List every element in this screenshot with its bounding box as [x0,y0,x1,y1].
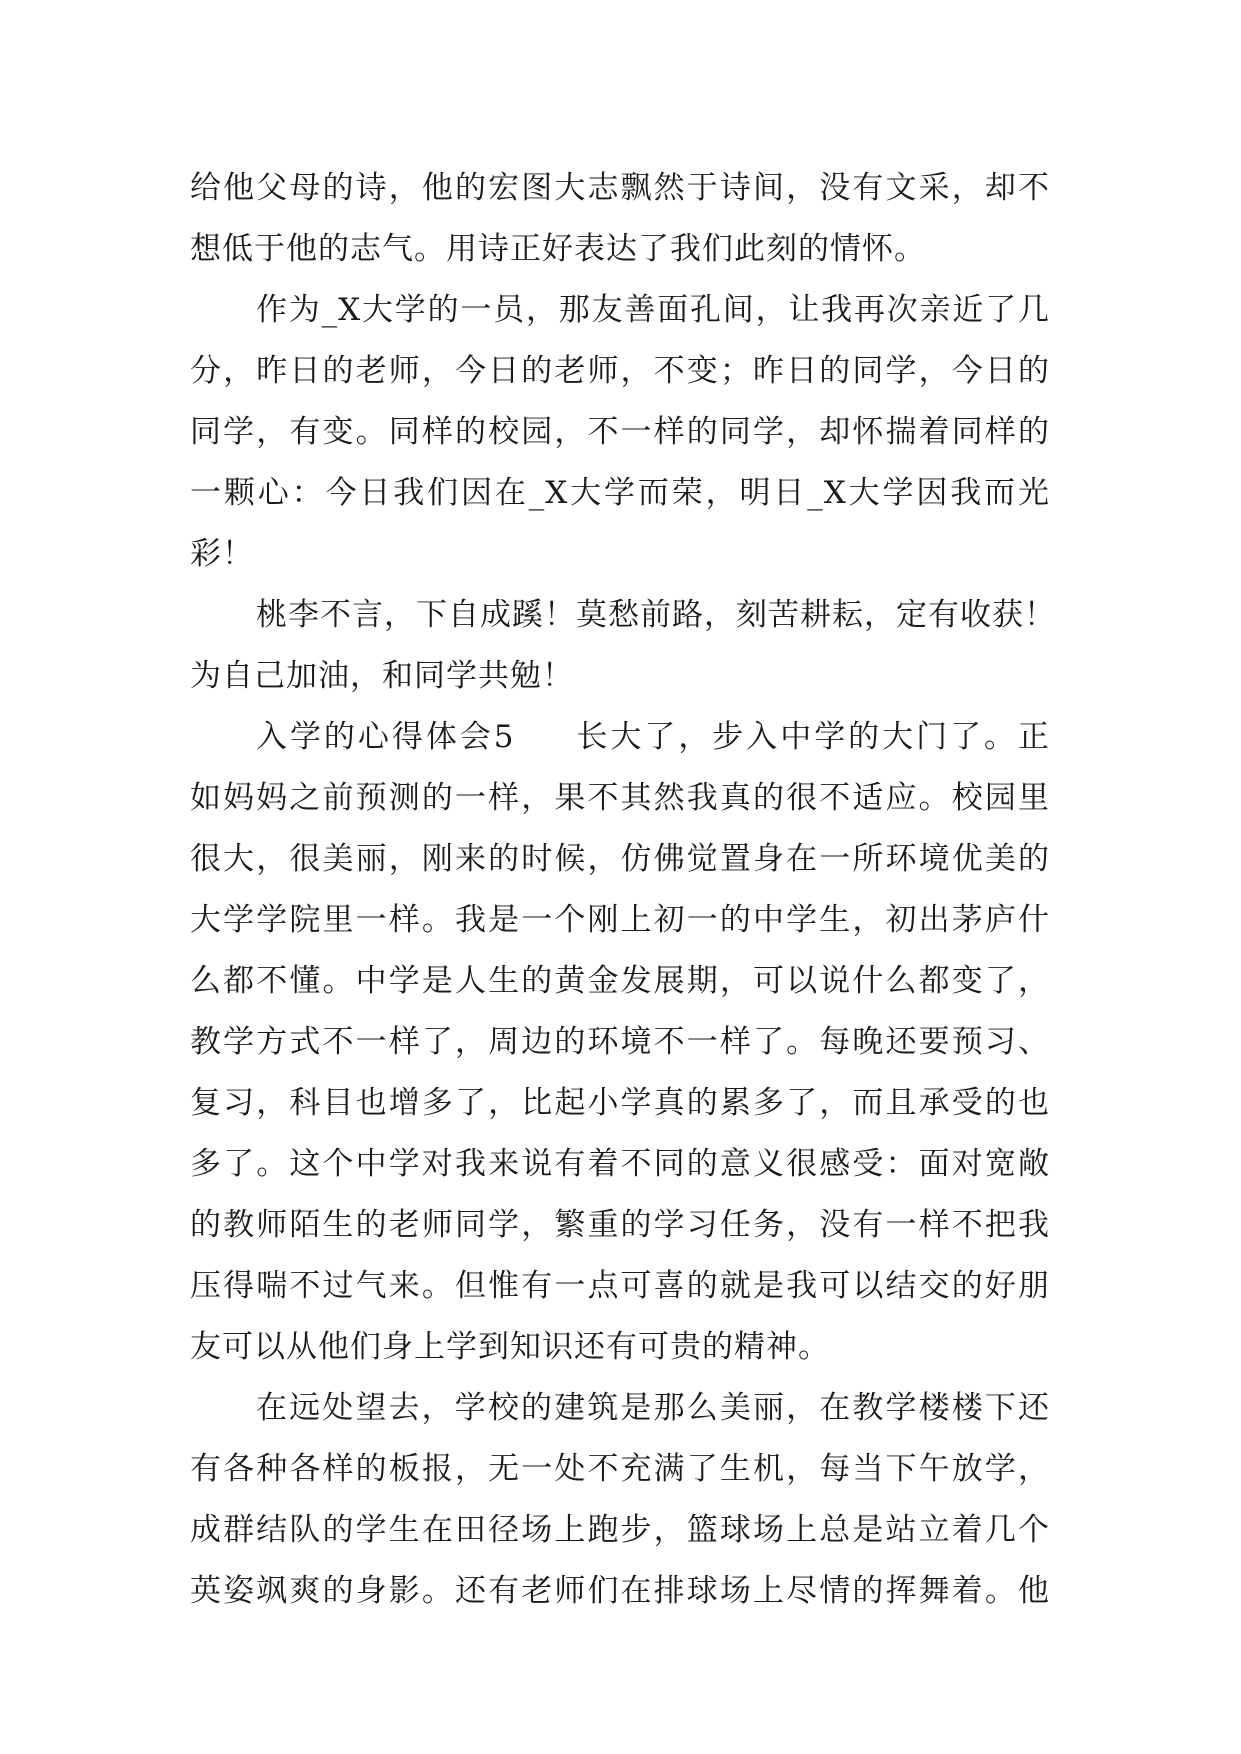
paragraph [190,158,1050,280]
text-line: 分，昨日的老师，今日的老师，不变；昨日的同学，今日的 [190,353,1050,389]
paragraph [190,707,1050,1378]
text-line: 复习，科目也增多了，比起小学真的累多了，而且承受的也 [190,1085,1050,1121]
text-line [190,707,1050,768]
text-line: 英姿飒爽的身影。还有老师们在排球场上尽情的挥舞着。他 [190,1573,1050,1609]
text-line: 在远处望去，学校的建筑是那么美丽，在教学楼楼下还 [256,1390,1050,1426]
section-heading: 入学的心得体会5 [256,719,515,755]
text-line: 成群结队的学生在田径场上跑步，篮球场上总是站立着几个 [190,1512,1050,1548]
text-line: 如妈妈之前预测的一样，果不其然我真的很不适应。校园里 [190,780,1050,816]
text-line: 么都不懂。中学是人生的黄金发展期，可以说什么都变了， [190,963,1050,999]
text-line: 压得喘不过气来。但惟有一点可喜的就是我可以结交的好朋 [190,1268,1050,1304]
text-line: 很大，很美丽，刚来的时候，仿佛觉置身在一所环境优美的 [190,841,1050,877]
text-line: 一颗心：今日我们因在_X大学而荣，明日_X大学因我而光 [190,475,1050,511]
text-line: 的教师陌生的老师同学，繁重的学习任务，没有一样不把我 [190,1207,1050,1243]
text-line: 给他父母的诗，他的宏图大志飘然于诗间，没有文采，却不 [190,170,1050,206]
document-body [190,158,1056,1622]
text-line: 大学学院里一样。我是一个刚上初一的中学生，初出茅庐什 [190,902,1050,938]
text-line: 有各种各样的板报，无一处不充满了生机，每当下午放学， [190,1451,1050,1487]
paragraph [190,1378,1050,1622]
text-run: 长大了，步入中学的大门了。正 [574,719,1050,755]
text-line: 教学方式不一样了，周边的环境不一样了。每晚还要预习、 [190,1024,1050,1060]
text-line: 想低于他的志气。用诗正好表达了我们此刻的情怀。 [190,231,926,267]
text-line: 为自己加油，和同学共勉！ [190,658,574,694]
text-line: 作为_X大学的一员，那友善面孔间，让我再次亲近了几 [256,292,1050,328]
paragraph [190,585,1056,707]
text-line: 彩！ [190,536,254,572]
text-line: 友可以从他们身上学到知识还有可贵的精神。 [190,1329,830,1365]
text-line: 桃李不言，下自成蹊！莫愁前路，刻苦耕耘，定有收获！ [256,597,1056,633]
text-line: 同学，有变。同样的校园，不一样的同学，却怀揣着同样的 [190,414,1050,450]
paragraph [190,280,1050,585]
text-line: 多了。这个中学对我来说有着不同的意义很感受：面对宽敞 [190,1146,1050,1182]
